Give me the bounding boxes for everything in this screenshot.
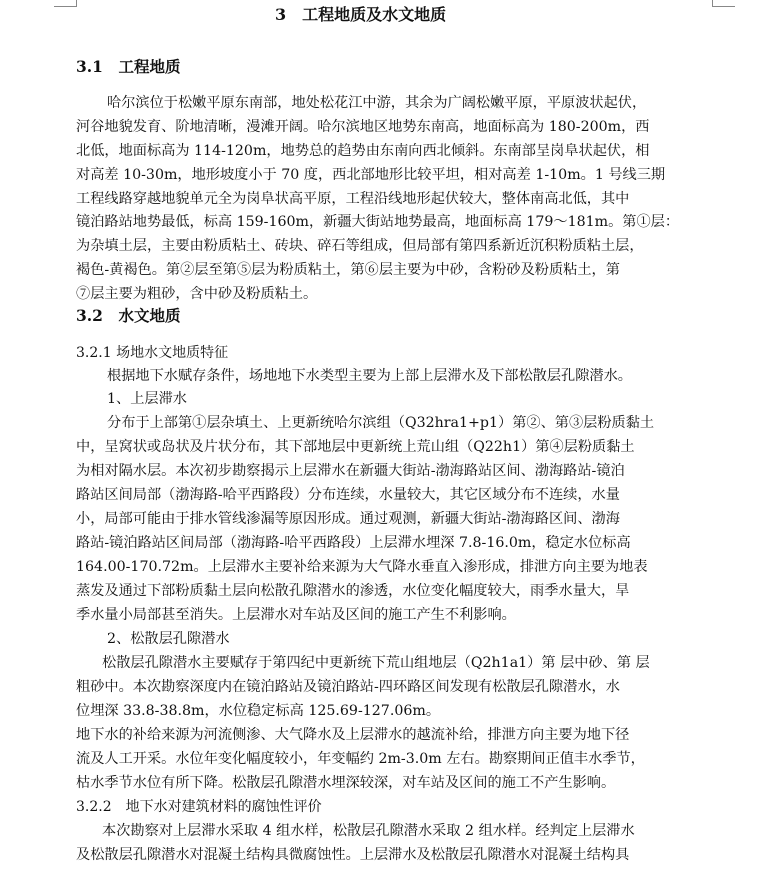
paragraph-line: 及松散层孔隙潜水对混凝土结构具微腐蚀性。上层滞水及松散层孔隙潜水对混凝土结构具 bbox=[76, 847, 630, 863]
subsection-heading-3-2-2: 3.2.2 地下水对建筑材料的腐蚀性评价 bbox=[76, 799, 322, 815]
paragraph-line: 褐色-黄褐色。第②层至第⑤层为粉质粘土，第⑥层主要为中砂，含粉砂及粉质粘土，第 bbox=[76, 262, 620, 278]
paragraph-line: 松散层孔隙潜水主要赋存于第四纪中更新统下荒山组地层（Q2h1a1）第 层中砂、第 层 bbox=[102, 655, 650, 671]
section-heading-3-1: 3.1 工程地质 bbox=[76, 57, 181, 76]
paragraph-line: 本次勘察对上层滞水采取 4 组水样，松散层孔隙潜水采取 2 组水样。经判定上层滞水 bbox=[102, 823, 635, 839]
paragraph-line: 为杂填土层，主要由粉质粘土、砖块、碎石等组成，但局部有第四系新近沉积粉质粘土层， bbox=[76, 238, 644, 254]
paragraph-line: 北低，地面标高为 114-120m，地势总的趋势由东南向西北倾斜。东南部呈岗阜状起伏，相 bbox=[76, 143, 650, 159]
paragraph-line: ⑦层主要为粗砂，含中砂及粉质粘土。 bbox=[76, 286, 318, 302]
paragraph-line: 哈尔滨位于松嫩平原东南部，地处松花江中游，其余为广阔松嫩平原，平原波状起伏， bbox=[107, 95, 647, 111]
paragraph-line: 路站区间局部（渤海路-哈平西路段）分布连续，水量较大，其它区域分布不连续，水量 bbox=[76, 487, 620, 503]
paragraph-line: 分布于上部第①层杂填土、上更新统哈尔滨组（Q32hra1+p1）第②、第③层粉质黏土 bbox=[107, 415, 655, 431]
paragraph-line: 中，呈窝状或岛状及片状分布，其下部地层中更新统上荒山组（Q22h1）第④层粉质黏土 bbox=[76, 439, 635, 455]
paragraph-line: 为相对隔水层。本次初步勘察揭示上层滞水在新疆大街站-渤海路站区间、渤海路站-镜泊 bbox=[76, 463, 625, 479]
paragraph-line: 地下水的补给来源为河流侧渗、大气降水及上层滞水的越流补给，排泄方向主要为地下径 bbox=[76, 727, 630, 743]
paragraph-line: 镜泊路站地势最低，标高 159-160m，新疆大街站地势最高，地面标高 179～181m。第①层： bbox=[76, 214, 680, 230]
paragraph-line: 粗砂中。本次勘察深度内在镜泊路站及镜泊路站-四环路区间发现有松散层孔隙潜水，水 bbox=[76, 679, 620, 695]
list-item-heading: 1、上层滞水 bbox=[107, 391, 187, 407]
paragraph-line: 枯水季节水位有所下降。松散层孔隙潜水埋深较深，对车站及区间的施工不产生影响。 bbox=[76, 775, 616, 791]
paragraph-line: 对高差 10-30m，地形坡度小于 70 度，西北部地形比较平坦，相对高差 1-10m。1 号线三期 bbox=[76, 167, 666, 183]
crop-mark-left bbox=[54, 0, 77, 7]
subsection-heading-3-2-1: 3.2.1 场地水文地质特征 bbox=[76, 345, 229, 361]
chapter-heading: 3 工程地质及水文地质 bbox=[275, 5, 447, 24]
paragraph-line: 工程线路穿越地貌单元全为岗阜状高平原，工程沿线地形起伏较大，整体南高北低，其中 bbox=[76, 191, 630, 207]
paragraph-line: 季水量小局部甚至消失。上层滞水对车站及区间的施工产生不利影响。 bbox=[76, 607, 516, 623]
paragraph-line: 蒸发及通过下部粉质黏土层向松散孔隙潜水的渗透，水位变化幅度较大，雨季水量大，旱 bbox=[76, 583, 630, 599]
paragraph-line: 小，局部可能由于排水管线渗漏等原因形成。通过观测，新疆大街站-渤海路区间、渤海 bbox=[76, 511, 620, 527]
paragraph-line: 位埋深 33.8-38.8m，水位稳定标高 125.69-127.06m。 bbox=[76, 703, 441, 719]
list-item-heading: 2、松散层孔隙潜水 bbox=[107, 631, 230, 647]
paragraph-line: 路站-镜泊路站区间局部（渤海路-哈平西路段）上层滞水埋深 7.8-16.0m，稳定水位标高 bbox=[76, 535, 631, 551]
paragraph-line: 流及人工开采。水位年变化幅度较小，年变幅约 2m-3.0m 左右。勘察期间正值丰水季节， bbox=[76, 751, 645, 767]
paragraph-line: 164.00-170.72m。上层滞水主要补给来源为大气降水垂直入渗形成，排泄方向主要为地表 bbox=[76, 559, 648, 575]
crop-mark-right bbox=[712, 0, 735, 7]
paragraph-line: 河谷地貌发育、阶地清晰，漫滩开阔。哈尔滨地区地势东南高，地面标高为 180-200m，西 bbox=[76, 119, 650, 135]
section-heading-3-2: 3.2 水文地质 bbox=[76, 306, 181, 325]
paragraph-line: 根据地下水赋存条件，场地地下水类型主要为上部上层滞水及下部松散层孔隙潜水。 bbox=[107, 368, 632, 384]
